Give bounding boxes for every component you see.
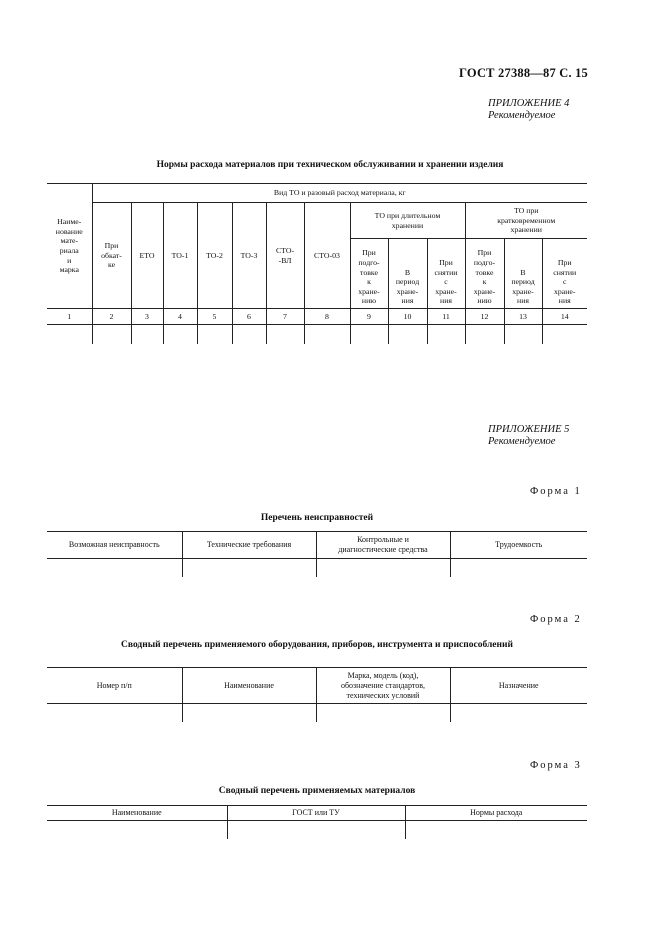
col-number: 2 bbox=[92, 309, 131, 325]
long-storage-header: ТО при длительном хранении bbox=[350, 203, 465, 239]
header-cell: Контрольные и диагностические средства bbox=[316, 532, 450, 559]
header-cell: Трудоемкость bbox=[450, 532, 587, 559]
form-2-title: Сводный перечень применяемого оборудования, приборов, инструмента и приспособлений bbox=[121, 640, 513, 650]
col-break-in: При обкат- ке bbox=[92, 203, 131, 309]
table-row bbox=[47, 325, 587, 344]
table-row bbox=[47, 704, 587, 722]
col-number: 14 bbox=[542, 309, 587, 325]
header-cell: Наименование bbox=[47, 806, 227, 821]
header-cell: Марка, модель (код), обозначение стандартов, технических условий bbox=[316, 668, 450, 704]
col-number: 10 bbox=[388, 309, 427, 325]
col-number: 4 bbox=[163, 309, 197, 325]
table-row bbox=[47, 559, 587, 577]
page-header: ГОСТ 27388—87 С. 15 bbox=[459, 66, 588, 80]
col-material-name: Наиме- нование мате- риала и марка bbox=[47, 184, 92, 309]
col-to1: ТО-1 bbox=[163, 203, 197, 309]
header-cell: Возможная неисправность bbox=[47, 532, 182, 559]
form-3-label: Форма 3 bbox=[530, 760, 582, 771]
col-number: 6 bbox=[232, 309, 266, 325]
col-sto-vl: СТО- -ВЛ bbox=[266, 203, 304, 309]
col-eto: ЕТО bbox=[131, 203, 163, 309]
col-to3: ТО-3 bbox=[232, 203, 266, 309]
header-cell: Нормы расхода bbox=[405, 806, 587, 821]
short-storage-prep: При подго- товке к хране- нию bbox=[465, 239, 504, 309]
appendix-5-status: Рекомендуемое bbox=[488, 436, 556, 447]
header-cell: Технические требования bbox=[182, 532, 316, 559]
col-number: 5 bbox=[197, 309, 232, 325]
form-3-title: Сводный перечень применяемых материалов bbox=[218, 786, 416, 796]
col-to2: ТО-2 bbox=[197, 203, 232, 309]
short-storage-removal: При снятии с хране- ния bbox=[542, 239, 587, 309]
header-cell: Номер п/п bbox=[47, 668, 182, 704]
short-storage-during: В период хране- ния bbox=[504, 239, 542, 309]
col-number: 3 bbox=[131, 309, 163, 325]
appendix-4-label: ПРИЛОЖЕНИЕ 4 bbox=[488, 98, 570, 109]
appendix-5-block bbox=[488, 424, 569, 448]
appendix-4-status: Рекомендуемое bbox=[488, 110, 556, 121]
table-row bbox=[47, 821, 587, 839]
header-cell: ГОСТ или ТУ bbox=[227, 806, 405, 821]
col-number: 8 bbox=[304, 309, 350, 325]
form-2-label: Форма 2 bbox=[530, 614, 582, 625]
col-number: 9 bbox=[350, 309, 388, 325]
form-1-label: Форма 1 bbox=[530, 486, 582, 497]
faults-table bbox=[47, 531, 587, 577]
header-cell: Наименование bbox=[182, 668, 316, 704]
form-1-title: Перечень неисправностей bbox=[260, 513, 374, 523]
long-storage-removal: При снятии с хране- ния bbox=[427, 239, 465, 309]
appendix-5-label: ПРИЛОЖЕНИЕ 5 bbox=[488, 424, 570, 435]
materials-table bbox=[47, 805, 587, 839]
short-storage-header: ТО при кратковременном хранении bbox=[465, 203, 587, 239]
col-number: 7 bbox=[266, 309, 304, 325]
header-cell: Назначение bbox=[450, 668, 587, 704]
group-header: Вид ТО и разовый расход материала, кг bbox=[92, 184, 587, 203]
equipment-table bbox=[47, 667, 587, 722]
appendix-4-title: Нормы расхода материалов при техническом обслуживании и хранении изделия bbox=[156, 160, 504, 170]
col-number: 13 bbox=[504, 309, 542, 325]
col-number: 12 bbox=[465, 309, 504, 325]
long-storage-during: В период хране- ния bbox=[388, 239, 427, 309]
long-storage-prep: При подго- товке к хране- нию bbox=[350, 239, 388, 309]
col-number: 11 bbox=[427, 309, 465, 325]
materials-norms-table bbox=[47, 183, 587, 344]
col-sto-03: СТО-03 bbox=[304, 203, 350, 309]
appendix-4-block bbox=[488, 98, 569, 122]
col-number: 1 bbox=[47, 309, 92, 325]
